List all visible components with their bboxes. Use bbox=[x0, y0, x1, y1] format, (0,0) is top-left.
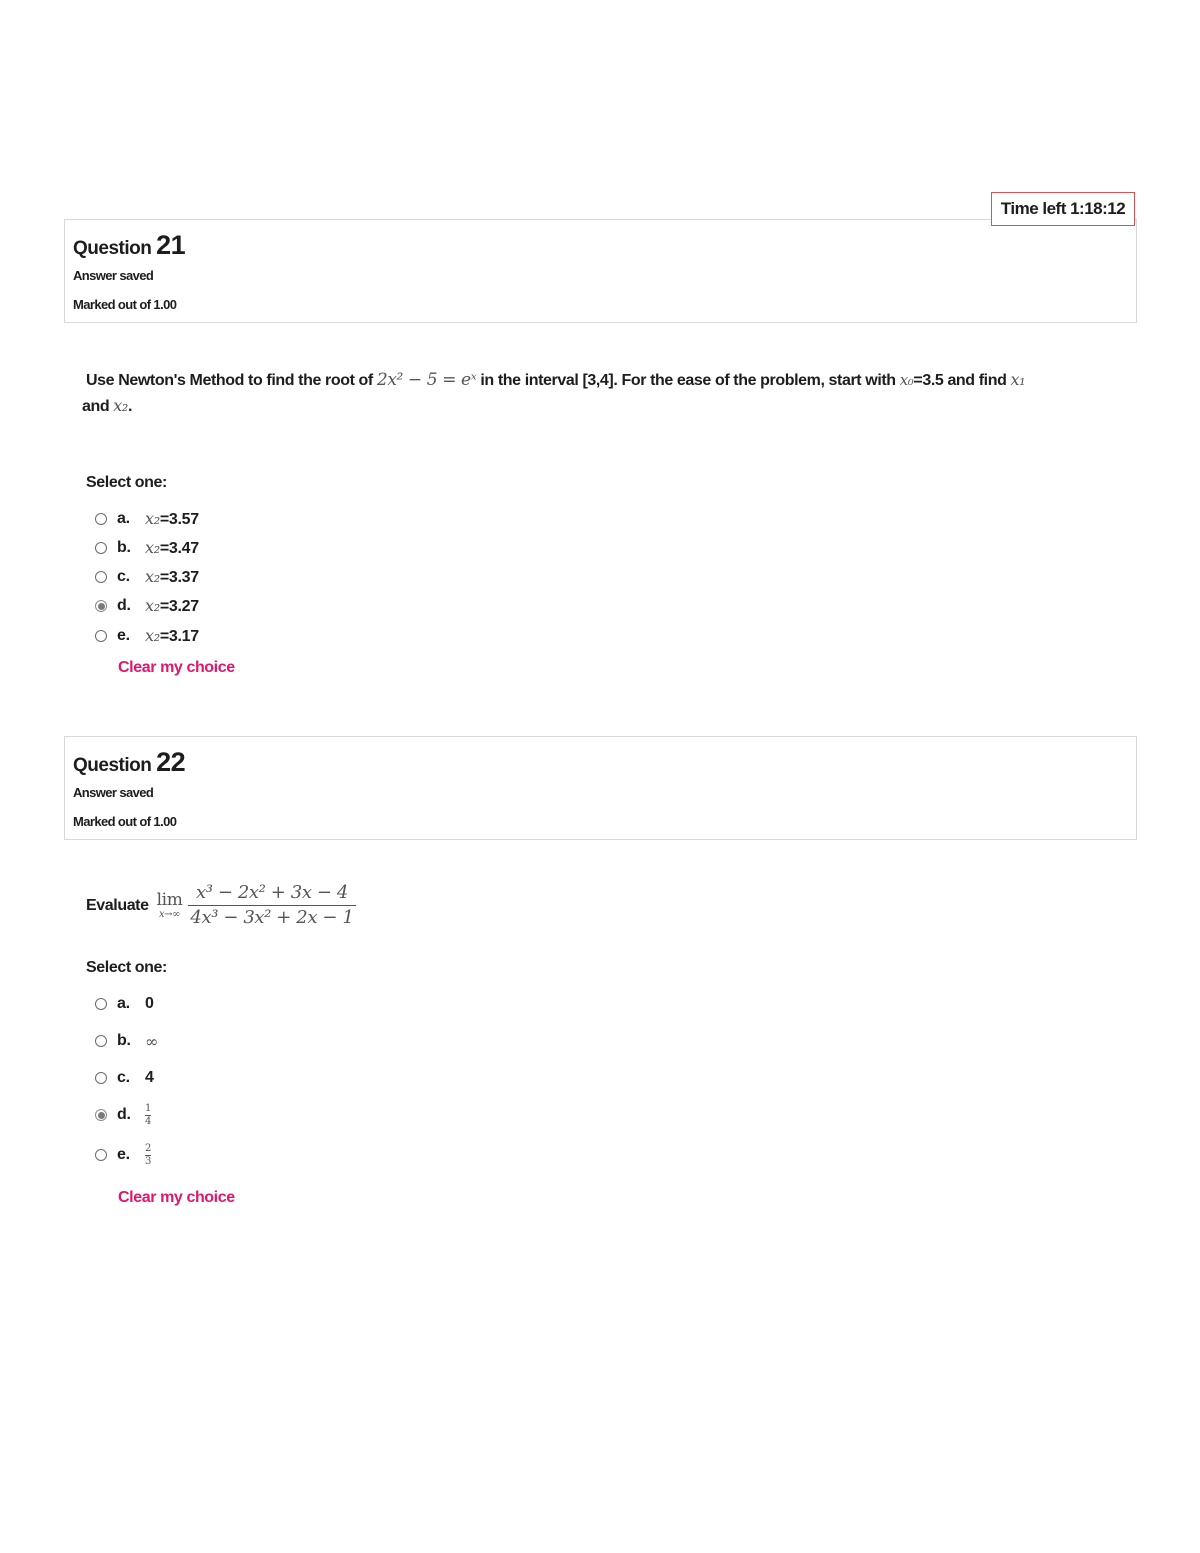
question-22-prompt: Select one: bbox=[86, 959, 167, 976]
option-letter: d. bbox=[117, 1106, 131, 1123]
answer-option-e[interactable] bbox=[95, 625, 199, 647]
answer-option-c[interactable] bbox=[95, 1067, 154, 1089]
option-value: 4 bbox=[145, 1069, 154, 1086]
radio-button[interactable] bbox=[95, 630, 107, 642]
answer-option-d[interactable] bbox=[95, 1104, 151, 1126]
option-letter: e. bbox=[117, 1146, 130, 1163]
option-var: x₂ bbox=[145, 596, 160, 615]
option-value: =3.27 bbox=[159, 598, 199, 615]
question-21-grade: Marked out of 1.00 bbox=[73, 297, 177, 312]
clear-my-choice-link[interactable]: Clear my choice bbox=[118, 659, 235, 676]
question-22-grade: Marked out of 1.00 bbox=[73, 814, 177, 829]
option-value: =3.17 bbox=[159, 628, 199, 645]
radio-button[interactable] bbox=[95, 513, 107, 525]
option-letter: a. bbox=[117, 510, 130, 527]
fraction-denominator: 4 bbox=[145, 1115, 152, 1127]
option-fraction bbox=[145, 1144, 151, 1167]
option-letter: b. bbox=[117, 539, 131, 556]
option-letter: d. bbox=[117, 597, 131, 614]
option-fraction bbox=[145, 1104, 151, 1127]
radio-button[interactable] bbox=[95, 542, 107, 554]
question-21-info bbox=[64, 219, 1137, 323]
numerator: x³ − 2x² + 3x − 4 bbox=[195, 882, 348, 903]
limit-fraction bbox=[188, 882, 355, 929]
lim-subscript: x→∞ bbox=[158, 908, 181, 920]
radio-button[interactable] bbox=[95, 1149, 107, 1161]
qtext-part: . bbox=[127, 398, 132, 415]
option-var: x₂ bbox=[145, 509, 160, 528]
option-var: x₂ bbox=[145, 626, 160, 645]
radio-button[interactable] bbox=[95, 1072, 107, 1084]
qtext-part: =3.5 and find bbox=[913, 372, 1011, 389]
option-letter: a. bbox=[117, 995, 130, 1012]
question-22-title bbox=[73, 747, 185, 778]
question-22-info bbox=[64, 736, 1137, 840]
lim-word: lim bbox=[156, 889, 183, 910]
clear-my-choice-link[interactable]: Clear my choice bbox=[118, 1189, 235, 1206]
qtext-part: in the interval [3,4]. For the ease of the problem, start with bbox=[476, 372, 900, 389]
fraction-denominator: 3 bbox=[145, 1155, 152, 1167]
x2-var: x₂ bbox=[113, 396, 128, 415]
time-left-timer: Time left 1:18:12 bbox=[991, 192, 1135, 226]
fraction-numerator: 2 bbox=[145, 1142, 152, 1154]
equation: 2x² − 5 = eˣ bbox=[376, 370, 477, 390]
radio-button-selected[interactable] bbox=[95, 600, 107, 612]
denominator: 4x³ − 3x² + 2x − 1 bbox=[190, 907, 354, 928]
question-21-title bbox=[73, 230, 185, 261]
question-21-prompt: Select one: bbox=[86, 474, 167, 491]
answer-option-c[interactable] bbox=[95, 566, 199, 588]
option-letter: c. bbox=[117, 1069, 130, 1086]
radio-button[interactable] bbox=[95, 1035, 107, 1047]
question-22-text bbox=[86, 882, 356, 929]
answer-option-a[interactable] bbox=[95, 508, 199, 530]
limit-operator bbox=[157, 891, 183, 921]
option-value: 0 bbox=[145, 995, 154, 1012]
option-letter: c. bbox=[117, 568, 130, 585]
answer-option-e[interactable] bbox=[95, 1144, 151, 1166]
option-var: x₂ bbox=[145, 567, 160, 586]
option-var: x₂ bbox=[145, 538, 160, 557]
question-number: 22 bbox=[156, 747, 186, 777]
option-letter: b. bbox=[117, 1032, 131, 1049]
option-value: =3.47 bbox=[159, 540, 199, 557]
answer-option-a[interactable] bbox=[95, 993, 154, 1015]
question-title-prefix: Question bbox=[73, 755, 152, 776]
option-letter: e. bbox=[117, 627, 130, 644]
question-21-state: Answer saved bbox=[73, 268, 154, 283]
radio-button[interactable] bbox=[95, 998, 107, 1010]
answer-option-b[interactable] bbox=[95, 1030, 158, 1052]
evaluate-label: Evaluate bbox=[86, 896, 149, 914]
radio-button[interactable] bbox=[95, 571, 107, 583]
question-title-prefix: Question bbox=[73, 238, 152, 259]
fraction-numerator: 1 bbox=[145, 1102, 152, 1114]
option-value: =3.57 bbox=[159, 511, 199, 528]
question-21-text bbox=[82, 367, 1126, 419]
question-22-state: Answer saved bbox=[73, 785, 154, 800]
option-value: =3.37 bbox=[159, 569, 199, 586]
radio-button-selected[interactable] bbox=[95, 1109, 107, 1121]
question-number: 21 bbox=[156, 230, 186, 260]
answer-option-d[interactable] bbox=[95, 595, 199, 617]
qtext-part: and bbox=[82, 398, 114, 415]
option-value: ∞ bbox=[145, 1031, 159, 1051]
x1-var: x₁ bbox=[1010, 370, 1026, 389]
answer-option-b[interactable] bbox=[95, 537, 199, 559]
qtext-part: Use Newton's Method to find the root of bbox=[86, 372, 377, 389]
x0-var: x₀ bbox=[899, 371, 914, 389]
